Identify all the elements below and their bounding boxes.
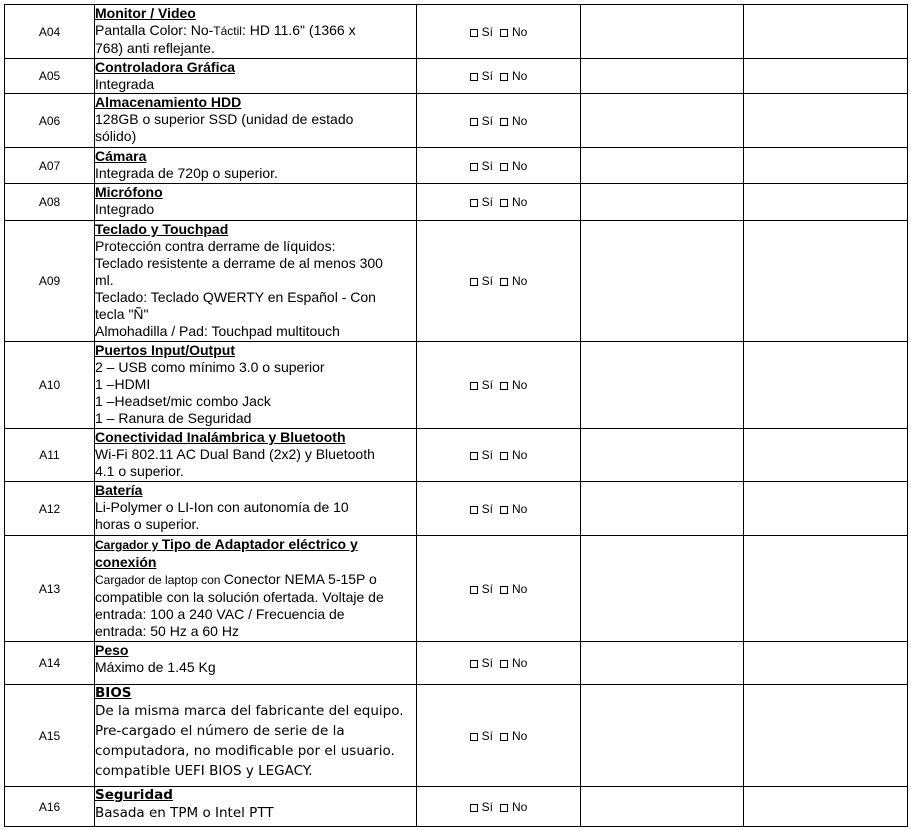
yes-label: Sí xyxy=(481,656,493,670)
item-title: Conectividad Inalámbrica y Bluetooth xyxy=(95,429,346,445)
description-line xyxy=(95,571,412,589)
description-line xyxy=(95,22,412,40)
description-text: Wi-Fi 802.11 AC Dual Band (2x2) y Bluetooth xyxy=(95,446,375,462)
no-checkbox[interactable] xyxy=(500,118,508,126)
empty-cell xyxy=(581,184,744,221)
description-text: 768) anti reflejante. xyxy=(95,40,215,56)
description-text: Integrado xyxy=(95,201,155,217)
yes-checkbox[interactable] xyxy=(470,278,478,286)
description-text: compatible con la solución ofertada. Voltaje de xyxy=(95,589,384,605)
item-code: A06 xyxy=(5,94,95,148)
compliance-check xyxy=(417,787,581,827)
yes-checkbox[interactable] xyxy=(470,660,478,668)
description-text: Cargador de laptop con xyxy=(95,573,224,587)
item-code: A05 xyxy=(5,59,95,94)
item-title: Puertos Input/Output xyxy=(95,342,235,358)
item-title: Monitor / Video xyxy=(95,5,196,21)
table-row xyxy=(5,642,908,685)
description-line xyxy=(95,803,412,823)
description-line xyxy=(95,201,412,218)
description-text: Integrada de 720p o superior. xyxy=(95,165,278,181)
description-line xyxy=(95,76,412,93)
description-line xyxy=(95,659,412,676)
compliance-check xyxy=(417,342,581,429)
description-text: 2 – USB como mínimo 3.0 o superior xyxy=(95,359,325,375)
no-label: No xyxy=(512,656,528,670)
description-line xyxy=(95,111,412,128)
yes-label: Sí xyxy=(481,158,493,173)
item-description xyxy=(95,685,417,787)
description-line xyxy=(95,128,412,145)
no-label: No xyxy=(512,158,528,173)
empty-cell xyxy=(581,642,744,685)
yes-checkbox[interactable] xyxy=(470,804,478,812)
empty-cell xyxy=(581,536,744,642)
compliance-check xyxy=(417,221,581,342)
description-line xyxy=(95,410,412,427)
no-label: No xyxy=(512,581,528,596)
table-row xyxy=(5,787,908,827)
compliance-check xyxy=(417,94,581,148)
no-label: No xyxy=(512,799,528,814)
item-description xyxy=(95,5,417,59)
no-checkbox[interactable] xyxy=(500,733,508,741)
description-text: 1 – Ranura de Seguridad xyxy=(95,410,252,426)
item-description xyxy=(95,429,417,482)
description-text: entrada: 50 Hz a 60 Hz xyxy=(95,623,239,639)
compliance-check xyxy=(417,5,581,59)
compliance-check xyxy=(417,482,581,536)
item-description xyxy=(95,787,417,827)
no-label: No xyxy=(512,448,528,462)
compliance-check xyxy=(417,148,581,184)
no-checkbox[interactable] xyxy=(500,163,508,171)
description-text: Protección contra derrame de líquidos: xyxy=(95,238,336,254)
description-line xyxy=(95,359,412,376)
description-line xyxy=(95,393,412,410)
description-line xyxy=(95,589,412,606)
no-label: No xyxy=(512,378,528,392)
empty-cell xyxy=(581,148,744,184)
description-line xyxy=(95,306,412,323)
description-text: Teclado: Teclado QWERTY en Español - Con xyxy=(95,289,376,305)
table-row xyxy=(5,184,908,221)
item-code: A07 xyxy=(5,148,95,184)
spec-table-body xyxy=(5,5,908,827)
empty-cell xyxy=(744,59,908,94)
description-text: Li-Polymer o LI-Ion con autonomía de 10 xyxy=(95,499,349,515)
description-line xyxy=(95,323,412,340)
item-code: A09 xyxy=(5,221,95,342)
yes-checkbox[interactable] xyxy=(470,452,478,460)
item-code: A10 xyxy=(5,342,95,429)
table-row xyxy=(5,342,908,429)
yes-label: Sí xyxy=(481,581,493,596)
description-line xyxy=(95,701,412,721)
table-row xyxy=(5,94,908,148)
no-label: No xyxy=(512,274,528,288)
description-line xyxy=(95,721,412,741)
yes-label: Sí xyxy=(481,799,493,814)
yes-checkbox[interactable] xyxy=(470,163,478,171)
description-text: horas o superior. xyxy=(95,516,200,532)
description-line xyxy=(95,272,412,289)
empty-cell xyxy=(581,787,744,827)
no-label: No xyxy=(512,113,528,128)
empty-cell xyxy=(744,429,908,482)
item-title: Micrófono xyxy=(95,184,163,200)
description-text: tecla "Ñ" xyxy=(95,306,149,322)
yes-checkbox[interactable] xyxy=(470,199,478,207)
description-line xyxy=(95,376,412,393)
empty-cell xyxy=(744,148,908,184)
item-title: Batería xyxy=(95,482,143,498)
item-code: A04 xyxy=(5,5,95,59)
description-text: ml. xyxy=(95,272,114,288)
yes-label: Sí xyxy=(481,195,493,209)
description-line xyxy=(95,40,412,57)
empty-cell xyxy=(744,685,908,787)
empty-cell xyxy=(744,536,908,642)
yes-label: Sí xyxy=(481,69,493,83)
item-title: Teclado y Touchpad xyxy=(95,221,229,237)
empty-cell xyxy=(744,5,908,59)
item-description xyxy=(95,342,417,429)
empty-cell xyxy=(744,787,908,827)
item-description xyxy=(95,148,417,184)
item-title: Controladora Gráfica xyxy=(95,59,236,75)
item-title: Peso xyxy=(95,642,129,658)
description-text: Teclado resistente a derrame de al menos 300 xyxy=(95,255,383,271)
empty-cell xyxy=(744,94,908,148)
item-title: Seguridad xyxy=(95,787,173,803)
item-code: A14 xyxy=(5,642,95,685)
empty-cell xyxy=(581,429,744,482)
no-checkbox[interactable] xyxy=(500,506,508,514)
description-line xyxy=(95,446,412,463)
item-title: BIOS xyxy=(95,685,132,701)
table-row xyxy=(5,482,908,536)
item-code: A11 xyxy=(5,429,95,482)
yes-label: Sí xyxy=(481,501,493,516)
no-label: No xyxy=(512,69,528,83)
yes-checkbox[interactable] xyxy=(470,733,478,741)
description-text: 128GB o superior SSD (unidad de estado xyxy=(95,111,354,127)
table-row xyxy=(5,429,908,482)
item-title xyxy=(95,536,412,554)
description-text: Pre-cargado el número de serie de la xyxy=(95,723,345,739)
no-checkbox[interactable] xyxy=(500,199,508,207)
item-code: A15 xyxy=(5,685,95,787)
no-label: No xyxy=(512,195,528,209)
no-checkbox[interactable] xyxy=(500,452,508,460)
description-text: Pantalla Color: No- xyxy=(95,22,214,38)
description-text: Integrada xyxy=(95,76,155,92)
empty-cell xyxy=(744,342,908,429)
empty-cell xyxy=(581,221,744,342)
compliance-check xyxy=(417,642,581,685)
compliance-check xyxy=(417,59,581,94)
compliance-check xyxy=(417,429,581,482)
table-row xyxy=(5,536,908,642)
description-text: 1 –HDMI xyxy=(95,376,151,392)
empty-cell xyxy=(581,342,744,429)
no-checkbox[interactable] xyxy=(500,278,508,286)
description-text: computadora, no modificable por el usuario. xyxy=(95,743,395,759)
yes-label: Sí xyxy=(481,24,493,39)
description-text: Táctil xyxy=(213,24,242,38)
no-checkbox[interactable] xyxy=(500,29,508,37)
no-checkbox[interactable] xyxy=(500,586,508,594)
empty-cell xyxy=(744,184,908,221)
item-description xyxy=(95,94,417,148)
description-line xyxy=(95,606,412,623)
empty-cell xyxy=(581,5,744,59)
yes-checkbox[interactable] xyxy=(470,586,478,594)
no-label: No xyxy=(512,728,528,743)
empty-cell xyxy=(744,642,908,685)
no-checkbox[interactable] xyxy=(500,73,508,81)
description-line xyxy=(95,761,412,781)
empty-cell xyxy=(581,59,744,94)
no-label: No xyxy=(512,501,528,516)
item-title: Cámara xyxy=(95,148,147,164)
yes-checkbox[interactable] xyxy=(470,29,478,37)
description-text: Conector NEMA 5-15P o xyxy=(223,571,377,587)
description-text: Máximo de 1.45 Kg xyxy=(95,659,216,675)
description-line xyxy=(95,255,412,272)
spec-table xyxy=(4,4,908,827)
yes-label: Sí xyxy=(481,448,493,462)
description-text: 4.1 o superior. xyxy=(95,463,184,479)
item-description xyxy=(95,536,417,642)
description-text: De la misma marca del fabricante del equipo. xyxy=(95,703,404,719)
item-code: A12 xyxy=(5,482,95,536)
table-row xyxy=(5,685,908,787)
item-code: A08 xyxy=(5,184,95,221)
description-text: 1 –Headset/mic combo Jack xyxy=(95,393,271,409)
yes-label: Sí xyxy=(481,728,493,743)
no-checkbox[interactable] xyxy=(500,382,508,390)
item-code: A16 xyxy=(5,787,95,827)
item-title-continued: conexión xyxy=(95,554,157,570)
yes-checkbox[interactable] xyxy=(470,73,478,81)
item-description xyxy=(95,221,417,342)
description-line xyxy=(95,165,412,182)
yes-label: Sí xyxy=(481,274,493,288)
description-line xyxy=(95,499,412,516)
compliance-check xyxy=(417,685,581,787)
yes-label: Sí xyxy=(481,378,493,392)
table-row xyxy=(5,5,908,59)
item-description xyxy=(95,184,417,221)
empty-cell xyxy=(744,221,908,342)
description-text: compatible UEFI BIOS y LEGACY. xyxy=(95,763,313,779)
description-line xyxy=(95,623,412,640)
compliance-check xyxy=(417,536,581,642)
no-label: No xyxy=(512,24,528,39)
table-row xyxy=(5,148,908,184)
empty-cell xyxy=(581,685,744,787)
no-checkbox[interactable] xyxy=(500,660,508,668)
yes-label: Sí xyxy=(481,113,493,128)
description-text: Basada en TPM o Intel PTT xyxy=(95,805,274,821)
description-line xyxy=(95,463,412,480)
yes-checkbox[interactable] xyxy=(470,382,478,390)
item-description xyxy=(95,59,417,94)
table-row xyxy=(5,221,908,342)
item-description xyxy=(95,482,417,536)
empty-cell xyxy=(581,482,744,536)
item-title-part: Cargador y xyxy=(95,538,162,552)
item-description xyxy=(95,642,417,685)
compliance-check xyxy=(417,184,581,221)
description-text: : HD 11.6" (1366 x xyxy=(241,22,356,38)
description-text: Almohadilla / Pad: Touchpad multitouch xyxy=(95,323,340,339)
empty-cell xyxy=(581,94,744,148)
yes-checkbox[interactable] xyxy=(470,506,478,514)
description-line xyxy=(95,289,412,306)
description-text: sólido) xyxy=(95,128,137,144)
table-row xyxy=(5,59,908,94)
no-checkbox[interactable] xyxy=(500,804,508,812)
description-line xyxy=(95,238,412,255)
description-line xyxy=(95,516,412,533)
yes-checkbox[interactable] xyxy=(470,118,478,126)
description-line xyxy=(95,741,412,761)
item-code: A13 xyxy=(5,536,95,642)
item-title: Almacenamiento HDD xyxy=(95,94,242,110)
empty-cell xyxy=(744,482,908,536)
description-text: entrada: 100 a 240 VAC / Frecuencia de xyxy=(95,606,345,622)
item-title-part: Tipo de Adaptador eléctrico y xyxy=(161,536,358,552)
